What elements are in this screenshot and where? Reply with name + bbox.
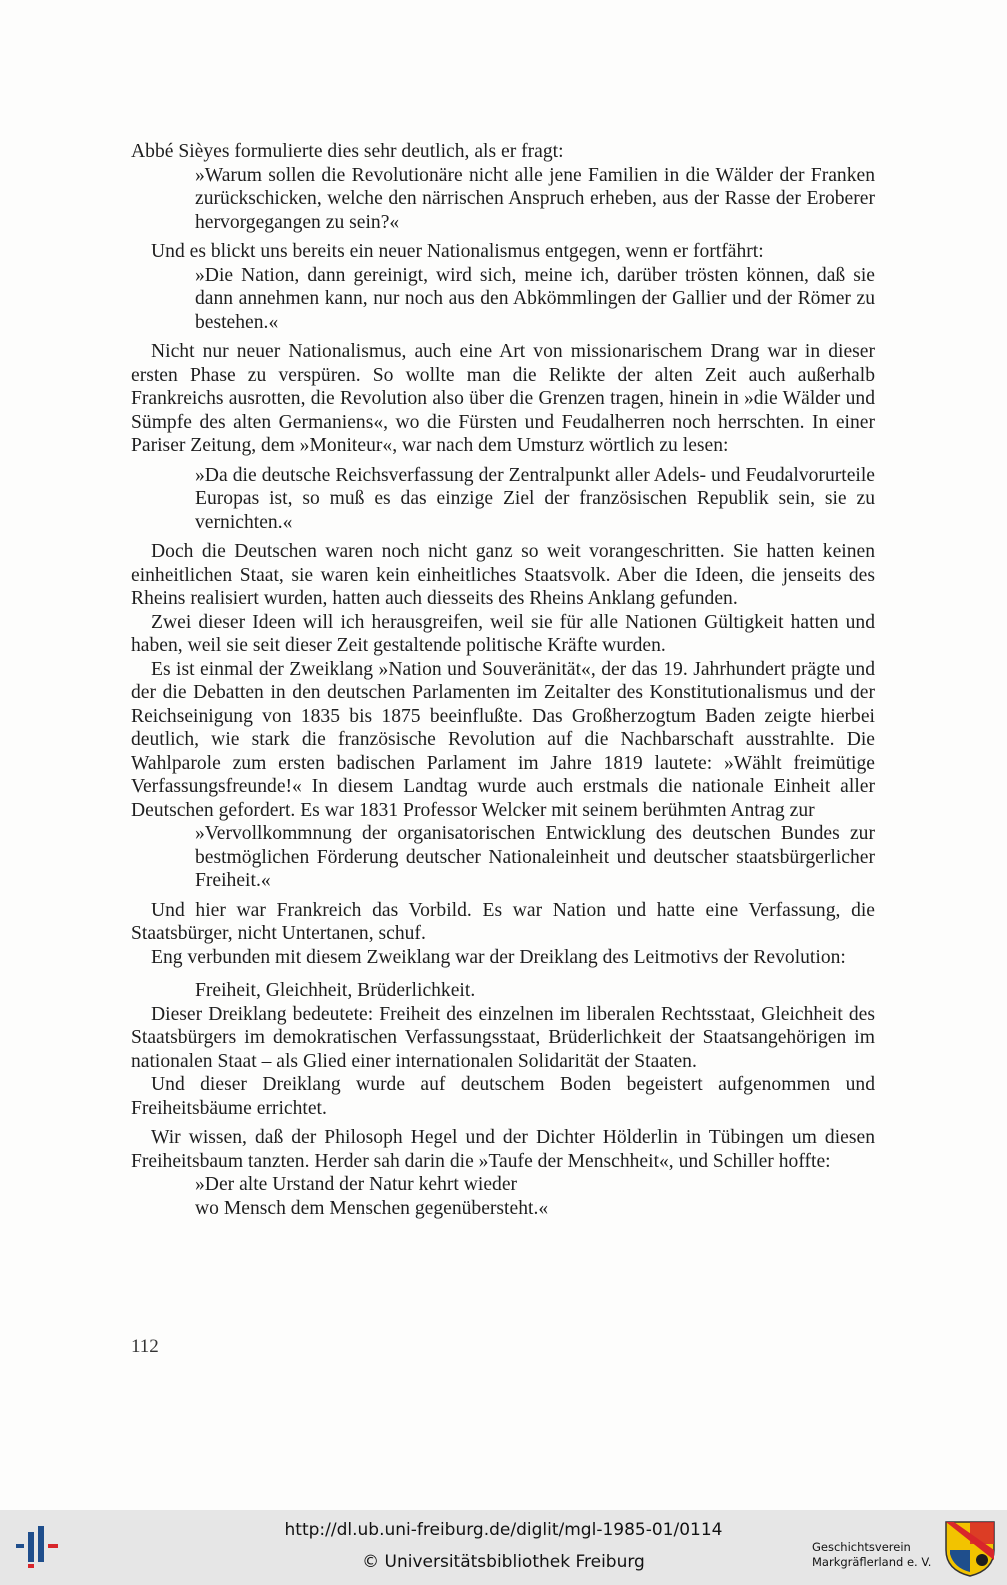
- paragraph: Eng verbunden mit diesem Zweiklang war der Dreiklang des Leitmotivs der Revolution:: [151, 946, 846, 968]
- paragraph: Und hier war Frankreich das Vorbild. Es war Nation und hatte eine Verfassung, die Staatsbürger, nicht Untertanen, schuf.: [131, 899, 875, 944]
- block-quote: »Da die deutsche Reichsverfassung der Zentralpunkt aller Adels- und Feudalvorurteile Europas ist, so muß es das einzige Ziel der französischen Republik sein, sie zu vernichten.«: [195, 464, 875, 533]
- block-quote: »Die Nation, dann gereinigt, wird sich, meine ich, darüber trösten können, daß sie dann annehmen kann, nur noch aus den Abkömmlingen der Gallier und der Römer zu bestehen.«: [195, 264, 875, 333]
- society-name: [812, 1540, 931, 1570]
- society-line-2: Markgräflerland e. V.: [812, 1555, 932, 1569]
- paragraph: Wir wissen, daß der Philosoph Hegel und der Dichter Hölderlin in Tübingen um diesen Freiheitsbaum tanzten. Herder sah darin die »Taufe der Menschheit«, und Schiller hoffte:: [131, 1127, 875, 1172]
- society-line-1: Geschichtsverein: [812, 1540, 911, 1554]
- paragraph: Abbé Sièyes formulierte dies sehr deutlich, als er fragt:: [131, 141, 564, 162]
- source-url[interactable]: http://dl.ub.uni-freiburg.de/diglit/mgl-1985-01/0114: [284, 1520, 723, 1540]
- paragraph: Und dieser Dreiklang wurde auf deutschem Boden begeistert aufgenommen und Freiheitsbäume errichtet.: [131, 1074, 875, 1119]
- paragraph: Doch die Deutschen waren noch nicht ganz so weit vorangeschritten. Sie hatten keinen einheitlichen Staat, sie waren kein einheitliches Staatsvolk. Aber die Ideen, die jenseits des Rheins realisiert wurden, hatten auch diesseits des Rheins Anklang gefunden.: [131, 541, 875, 609]
- paragraph: Dieser Dreiklang bedeutete: Freiheit des einzelnen im liberalen Rechtsstaat, Gleichheit des Staatsbürgers im demokratischen Verfassungsstaat, Brüderlichkeit der Staatsangehörigen im nationalen Staat – als Glied einer internationalen Solidarität der Staaten.: [131, 1003, 875, 1072]
- paragraph: Und es blickt uns bereits ein neuer Nationalismus entgegen, wenn er fortfährt:: [151, 241, 764, 262]
- coat-of-arms-icon: [944, 1520, 996, 1582]
- copyright-line: © Universitätsbibliothek Freiburg: [362, 1552, 645, 1572]
- paragraph: Nicht nur neuer Nationalismus, auch eine Art von missionarischem Drang war in dieser ersten Phase zu verspüren. So wollte man die Relikte der alten Zeit auch außerhalb Frankreichs ausrotten, die Revolution also über die Grenzen tragen, hinein in »die Wälder und Sümpfe des alten Germaniens«, wo die Fürsten und Feudalherren noch herrschten. In einer Pariser Zeitung, dem »Moniteur«, war nach dem Umsturz wörtlich zu lesen:: [131, 341, 875, 456]
- block-quote: »Warum sollen die Revolutionäre nicht alle jene Familien in die Wälder der Franken zurückschicken, welche den närrischen Anspruch erheben, aus der Rasse der Eroberer hervorgegangen zu sein?«: [195, 164, 875, 233]
- paragraph: Zwei dieser Ideen will ich herausgreifen, weil sie für alle Nationen Gültigkeit hatten und haben, weil sie seit dieser Zeit gestaltende politische Kräfte wurden.: [131, 611, 875, 656]
- verse-line: »Der alte Urstand der Natur kehrt wieder: [195, 1174, 518, 1195]
- paragraph: Es ist einmal der Zweiklang »Nation und Souveränität«, der das 19. Jahrhundert prägte und der die Debatten in den deutschen Parlamenten im Zeitalter des Konstitutionalismus und der Reichseinigung von 1835 bis 1875 beeinflußte. Das Großherzogtum Baden zeigte hierbei deutlich, wie stark die französische Revolution auf die Nachbarschaft ausstrahlte. Die Wahlparole zum ersten badischen Parlament im Jahre 1819 lautete: »Wählt freimütige Verfassungsfreunde!« In diesem Landtag wurde auch erstmals die nationale Einheit aller Deutschen gefordert. Es war 1831 Professor Welcker mit seinem berühmten Antrag zur: [131, 658, 875, 821]
- page-number: 112: [131, 1336, 159, 1357]
- block-quote: »Vervollkommnung der organisatorischen Entwicklung des deutschen Bundes zur bestmöglichen Förderung deutscher Nationaleinheit und deutscher staatsbürgerlicher Freiheit.«: [195, 823, 875, 891]
- triad-line: Freiheit, Gleichheit, Brüderlichkeit.: [195, 980, 476, 1001]
- footer-bar: [0, 1510, 1007, 1585]
- body-text: [131, 140, 875, 1220]
- verse-line: wo Mensch dem Menschen gegenübersteht.«: [195, 1197, 549, 1219]
